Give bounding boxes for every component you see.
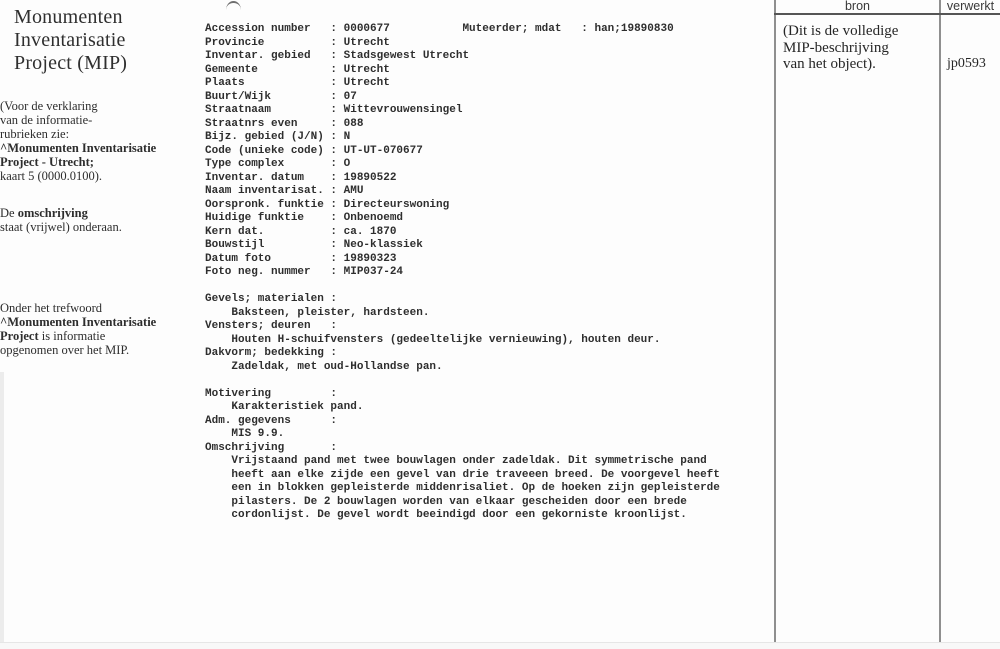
record-line: Karakteristiek pand. [205, 401, 364, 413]
note-text-bold: omschrijving [17, 206, 88, 220]
note-line: (Voor de verklaring [0, 99, 98, 113]
record-line: Dakvorm; bedekking : [205, 347, 338, 359]
note-text-bold: Project [0, 329, 39, 343]
record-line: Baksteen, pleister, hardsteen. [205, 306, 430, 319]
bron-column-header: bron [844, 0, 871, 13]
verwerkt-column-header: verwerkt [946, 0, 995, 13]
record-line: Adm. gegevens : [205, 414, 338, 427]
record-line: Oorspronk. funktie : Directeurswoning [205, 198, 450, 211]
page-left-edge [0, 372, 4, 643]
header-rule [774, 13, 1000, 15]
bron-note-line: (Dit is de volledige [783, 23, 899, 39]
record-line: Bouwstijl : Neo-klassiek [205, 239, 423, 251]
bron-note-line: MIP-beschrijving [783, 39, 889, 56]
sidebar-note-trefwoord [0, 301, 176, 357]
note-line-bold: Project - Utrecht; [0, 155, 94, 169]
page-title-line: Monumenten [14, 6, 123, 28]
bron-note [783, 23, 933, 73]
record-line: Houten H-schuifvensters (gedeeltelijke vernieuwing), houten deur. [205, 333, 661, 346]
record-line: Inventar. datum : 19890522 [205, 171, 397, 184]
note-line: staat (vrijwel) onderaan. [0, 220, 122, 234]
page-title [14, 6, 190, 75]
record-line: Accession number : 0000677 Muteerder; mdat : han;19890830 [205, 23, 674, 35]
record-line: Bijz. gebied (J/N) : N [205, 131, 351, 143]
note-line: Onder het trefwoord [0, 301, 103, 315]
record-line: Gevels; materialen : [205, 293, 338, 305]
note-line: van de informatie- [0, 113, 93, 127]
mip-record-text [205, 23, 765, 523]
column-divider-left [774, 0, 776, 642]
record-line: Zadeldak, met oud-Hollandse pan. [205, 360, 443, 373]
record-line: Datum foto : 19890323 [205, 252, 397, 265]
record-line: Motivering : [205, 387, 338, 400]
note-line [0, 329, 176, 343]
record-line: Code (unieke code) : UT-UT-070677 [205, 144, 423, 157]
note-line: kaart 5 (0000.0100). [0, 169, 103, 183]
record-line: Naam inventarisat. : AMU [205, 185, 364, 197]
record-line [205, 374, 765, 388]
record-line: Straatnaam : Wittevrouwensingel [205, 104, 463, 116]
bron-note-line: van het object). [783, 56, 876, 72]
record-line: Vensters; deuren : [205, 320, 338, 332]
note-line: opgenomen over het MIP. [0, 343, 130, 357]
record-line [205, 280, 765, 294]
note-line: rubrieken zie: [0, 127, 70, 141]
page-title-line: Project (MIP) [14, 52, 128, 74]
sidebar-note-omschrijving [0, 206, 176, 234]
record-line: Kern dat. : ca. 1870 [205, 225, 397, 238]
note-text: is informatie [38, 329, 106, 343]
record-line: Foto neg. nummer : MIP037-24 [205, 266, 404, 278]
record-line: een in blokken gepleisterde middenrisaliet. Op de hoeken zijn gepleisterde [205, 482, 720, 494]
scan-mark [226, 1, 241, 10]
note-line-bold: ^Monumenten Inventarisatie [0, 141, 157, 155]
record-line: MIS 9.9. [205, 428, 285, 440]
note-text: De [0, 206, 18, 220]
record-line: Gemeente : Utrecht [205, 63, 390, 76]
page-bottom-edge [0, 642, 1000, 649]
page-title-line: Inventarisatie [14, 29, 126, 51]
record-line: Provincie : Utrecht [205, 36, 390, 49]
record-line: Buurt/Wijk : 07 [205, 90, 357, 103]
record-line: Type complex : O [205, 158, 351, 170]
record-line: heeft aan elke zijde een gevel van drie traveeen breed. De voorgevel heeft [205, 468, 720, 481]
note-line-bold: ^Monumenten Inventarisatie [0, 315, 157, 329]
note-line [0, 206, 176, 220]
sidebar-note-verklaring [0, 99, 176, 183]
record-line: Plaats : Utrecht [205, 77, 390, 89]
record-line: Vrijstaand pand met twee bouwlagen onder zadeldak. Dit symmetrische pand [205, 455, 707, 467]
record-line: Inventar. gebied : Stadsgewest Utrecht [205, 50, 470, 62]
verwerkt-value: jp0593 [947, 56, 986, 71]
record-line: pilasters. De 2 bouwlagen worden van elkaar gescheiden door een brede [205, 495, 687, 508]
sidebar [14, 6, 190, 75]
record-line: Straatnrs even : 088 [205, 117, 364, 130]
column-divider-right [939, 0, 941, 642]
record-line: cordonlijst. De gevel wordt beeindigd door een gekorniste kroonlijst. [205, 509, 687, 521]
record-line: Omschrijving : [205, 441, 338, 454]
record-line: Huidige funktie : Onbenoemd [205, 212, 404, 224]
